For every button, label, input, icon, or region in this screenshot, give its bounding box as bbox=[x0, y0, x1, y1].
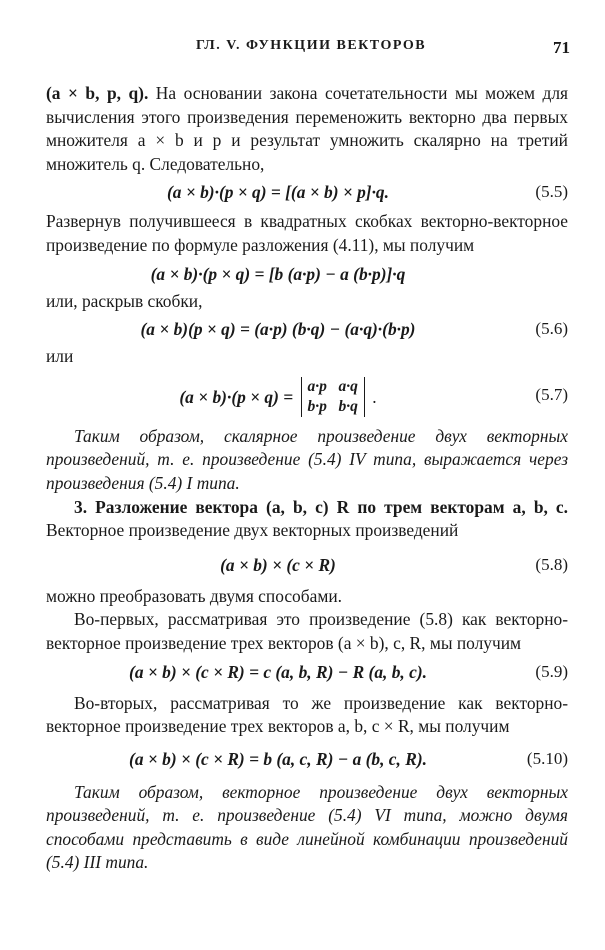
paragraph: можно преобразовать двумя способами. bbox=[46, 585, 342, 606]
equation-formula: (a × b) × (c × R) = c (a, b, R) − R (a, b, c). bbox=[129, 661, 427, 682]
equation-5-5 bbox=[46, 176, 568, 208]
equation-number: (5.6) bbox=[535, 319, 568, 339]
equation-5-8 bbox=[46, 549, 568, 581]
paragraph: Развернув получившееся в квадратных скобках векторно-векторное произведение по формуле разложения (4.11), мы получим bbox=[46, 211, 568, 255]
paragraph: или bbox=[46, 346, 74, 367]
equation-tail: . bbox=[372, 386, 377, 407]
paragraph: Во-первых, рассматривая это произведение (5.8) как векторно-векторное произведение трех векторов (a × b), c, R, мы получим bbox=[46, 609, 568, 653]
equation-5-9 bbox=[46, 656, 568, 688]
paragraph bbox=[46, 82, 568, 176]
equation-number: (5.8) bbox=[535, 554, 568, 574]
equation-number: (5.10) bbox=[526, 748, 568, 768]
page-number: 71 bbox=[553, 38, 570, 57]
determinant-row: b·p b·q bbox=[307, 397, 358, 415]
paragraph-text: Векторное произведение двух векторных произведений bbox=[46, 520, 459, 541]
section-heading: 3. Разложение вектора (a, b, c) R по трем векторам a, b, c. bbox=[74, 496, 568, 517]
equation-formula: (a × b) × (c × R) = b (a, c, R) − a (b, c, R). bbox=[129, 748, 427, 769]
running-header bbox=[48, 38, 570, 62]
determinant-row: a·p a·q bbox=[307, 377, 358, 395]
equation-formula: (a × b)·(p × q) = [b (a·p) − a (b·p)]·q bbox=[150, 263, 406, 284]
equation-expansion bbox=[46, 258, 568, 290]
chapter-title: ГЛ. V. ФУНКЦИИ ВЕКТОРОВ bbox=[196, 38, 427, 53]
paragraph: Таким образом, векторное произведение двух векторных произведений, т. е. произведение (5.4) VI типа, можно двумя способами представить в виде линейной комбинации произведений (5.4) III типа. bbox=[46, 781, 568, 873]
paragraph: Во-вторых, рассматривая то же произведение как векторно-векторное произведение трех векторов a, b, c × R, мы получим bbox=[46, 692, 568, 737]
paragraph-text: На основании закона сочетательности мы можем для вычисления этого произведения переменожить векторно два первых множителя a × b и p и результат умножить скалярно на третий множитель q. Следовательно, bbox=[46, 83, 568, 174]
equation-number: (5.5) bbox=[535, 182, 568, 202]
section-3 bbox=[46, 496, 568, 543]
equation-5-6 bbox=[46, 313, 568, 345]
equation-5-7 bbox=[46, 369, 568, 421]
equation-number: (5.9) bbox=[535, 661, 568, 681]
page-body bbox=[46, 82, 568, 875]
equation-formula bbox=[46, 369, 510, 423]
equation-5-10 bbox=[46, 743, 568, 775]
equation-formula: (a × b)(p × q) = (a·p) (b·q) − (a·q)·(b·p) bbox=[140, 319, 416, 340]
equation-number: (5.7) bbox=[535, 384, 568, 404]
equation-formula: (a × b)·(p × q) = [(a × b) × p]·q. bbox=[167, 182, 389, 203]
equation-formula: (a × b) × (c × R) bbox=[220, 554, 336, 575]
equation-lhs: (a × b)·(p × q) = bbox=[179, 386, 294, 407]
paragraph: Таким образом, скалярное произведение двух векторных произведений, т. е. произведение (5.4) IV типа, выражается через произведения (5.4) I типа. bbox=[46, 425, 568, 493]
triple-product-ref: (a × b, p, q). bbox=[46, 83, 149, 103]
determinant bbox=[301, 377, 365, 417]
paragraph: или, раскрыв скобки, bbox=[46, 290, 203, 311]
